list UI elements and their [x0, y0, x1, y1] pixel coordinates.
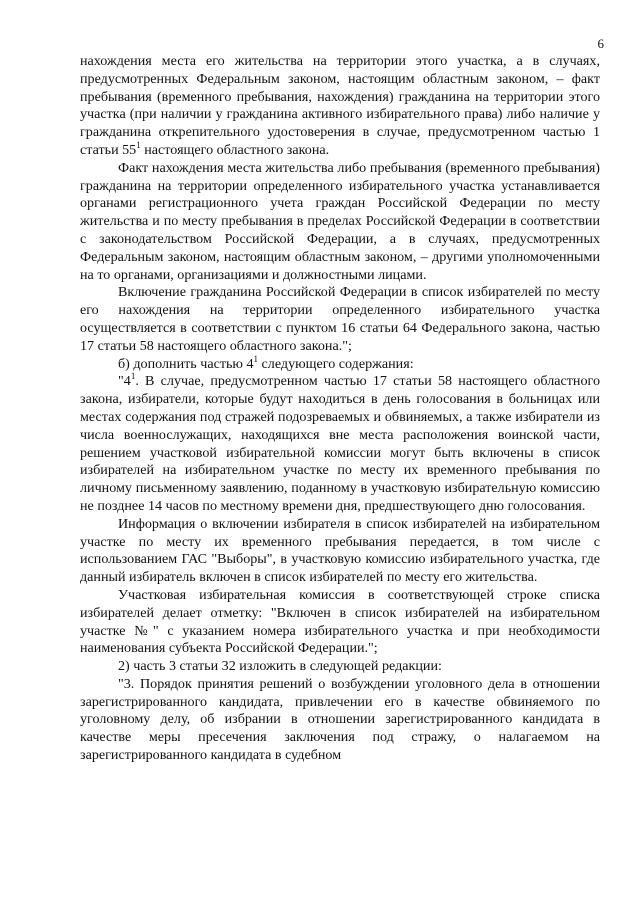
paragraph-text: Информация о включении избирателя в список избирателей на избирательном участке по месту их временного пребывания передается, в том числе с использованием ГАС "Выборы", в участковую комиссию избирательного участка, где данный избиратель включен в список избирателей по месту его жительства.: [80, 515, 600, 586]
paragraph: [80, 353, 600, 374]
paragraph: [80, 658, 600, 676]
page-number: 6: [597, 36, 604, 51]
paragraph: [80, 516, 600, 587]
paragraph-text: 2) часть 3 статьи 32 изложить в следующей редакции:: [118, 658, 442, 675]
paragraph: [80, 284, 600, 355]
document-body: [80, 53, 600, 765]
paragraph: [80, 676, 600, 765]
paragraph-text: "4: [118, 373, 131, 390]
paragraph: [80, 160, 600, 285]
paragraph-text: настоящего областного закона.: [140, 141, 330, 158]
superscript: 1: [136, 139, 141, 150]
paragraph: [80, 373, 600, 515]
paragraph-text: Включение гражданина Российской Федерации в список избирателей по месту его нахождения на территории определенного избирательного участка осуществляется в соответствии с пунктом 16 статьи 64 Федерального закона, частью 17 статьи 58 настоящего областного закона.";: [80, 284, 600, 354]
paragraph-text: нахождения места его жительства на территории этого участка, а в случаях, предусмотренных Федеральным законом, настоящим областным законом, – факт пребывания (временного пребывания, нахождения) гражданина на территории этого участка (при наличии у гражданина активного избирательного права) либо наличие у гражданина открепительного удостоверения в случае, предусмотренном частью 1 статьи 55: [80, 53, 600, 158]
paragraph-text: б) дополнить частью 4: [118, 355, 254, 372]
paragraph-text: . В случае, предусмотренном частью 17 статьи 58 настоящего областного закона, избиратели, которые будут находиться в день голосования в больницах или местах содержания под стражей подозреваемых и обвиняемых, а также избиратели из числа военнослужащих, находящихся вне места расположения воинской части, решением участковой избирательной комиссии могут быть включены в список избирателей на избирательном участке по месту их временного пребывания по личному письменному заявлению, поданному в участковую избирательную комиссию не позднее 14 часов по местному времени дня, предшествующего дню голосования.: [80, 373, 600, 514]
superscript: 1: [130, 371, 136, 382]
paragraph-text: Факт нахождения места жительства либо пребывания (временного пребывания) гражданина на территории определенного избирательного участка устанавливается органами регистрационного учета граждан Российской Федерации по месту жительства и по месту пребывания в пределах Российской Федерации в соответствии с законодательством Российской Федерации, а в случаях, предусмотренных Федеральным законом, настоящим областным законом, – другими уполномоченными на то органами, организациями и должностными лицами.: [80, 159, 600, 283]
superscript: 1: [253, 353, 259, 364]
paragraph-text: "3. Порядок принятия решений о возбуждении уголовного дела в отношении зарегистрированного кандидата, привлечении его в качестве обвиняемого по уголовному делу, об избрании в отношении зарегистрированного кандидата в качестве меры пресечения заключения под стражу, о налагаемом на зарегистрированного кандидата в судебном: [80, 675, 600, 764]
paragraph: [80, 53, 600, 160]
paragraph: [80, 587, 600, 658]
paragraph-text: Участковая избирательная комиссия в соответствующей строке списка избирателей делает отметку: "Включен в список избирателей на избирательном участке №" с указанием номера избирательного участка и при необходимости наименования субъекта Российской Федерации.";: [80, 586, 600, 657]
paragraph-text: следующего содержания:: [258, 355, 414, 372]
